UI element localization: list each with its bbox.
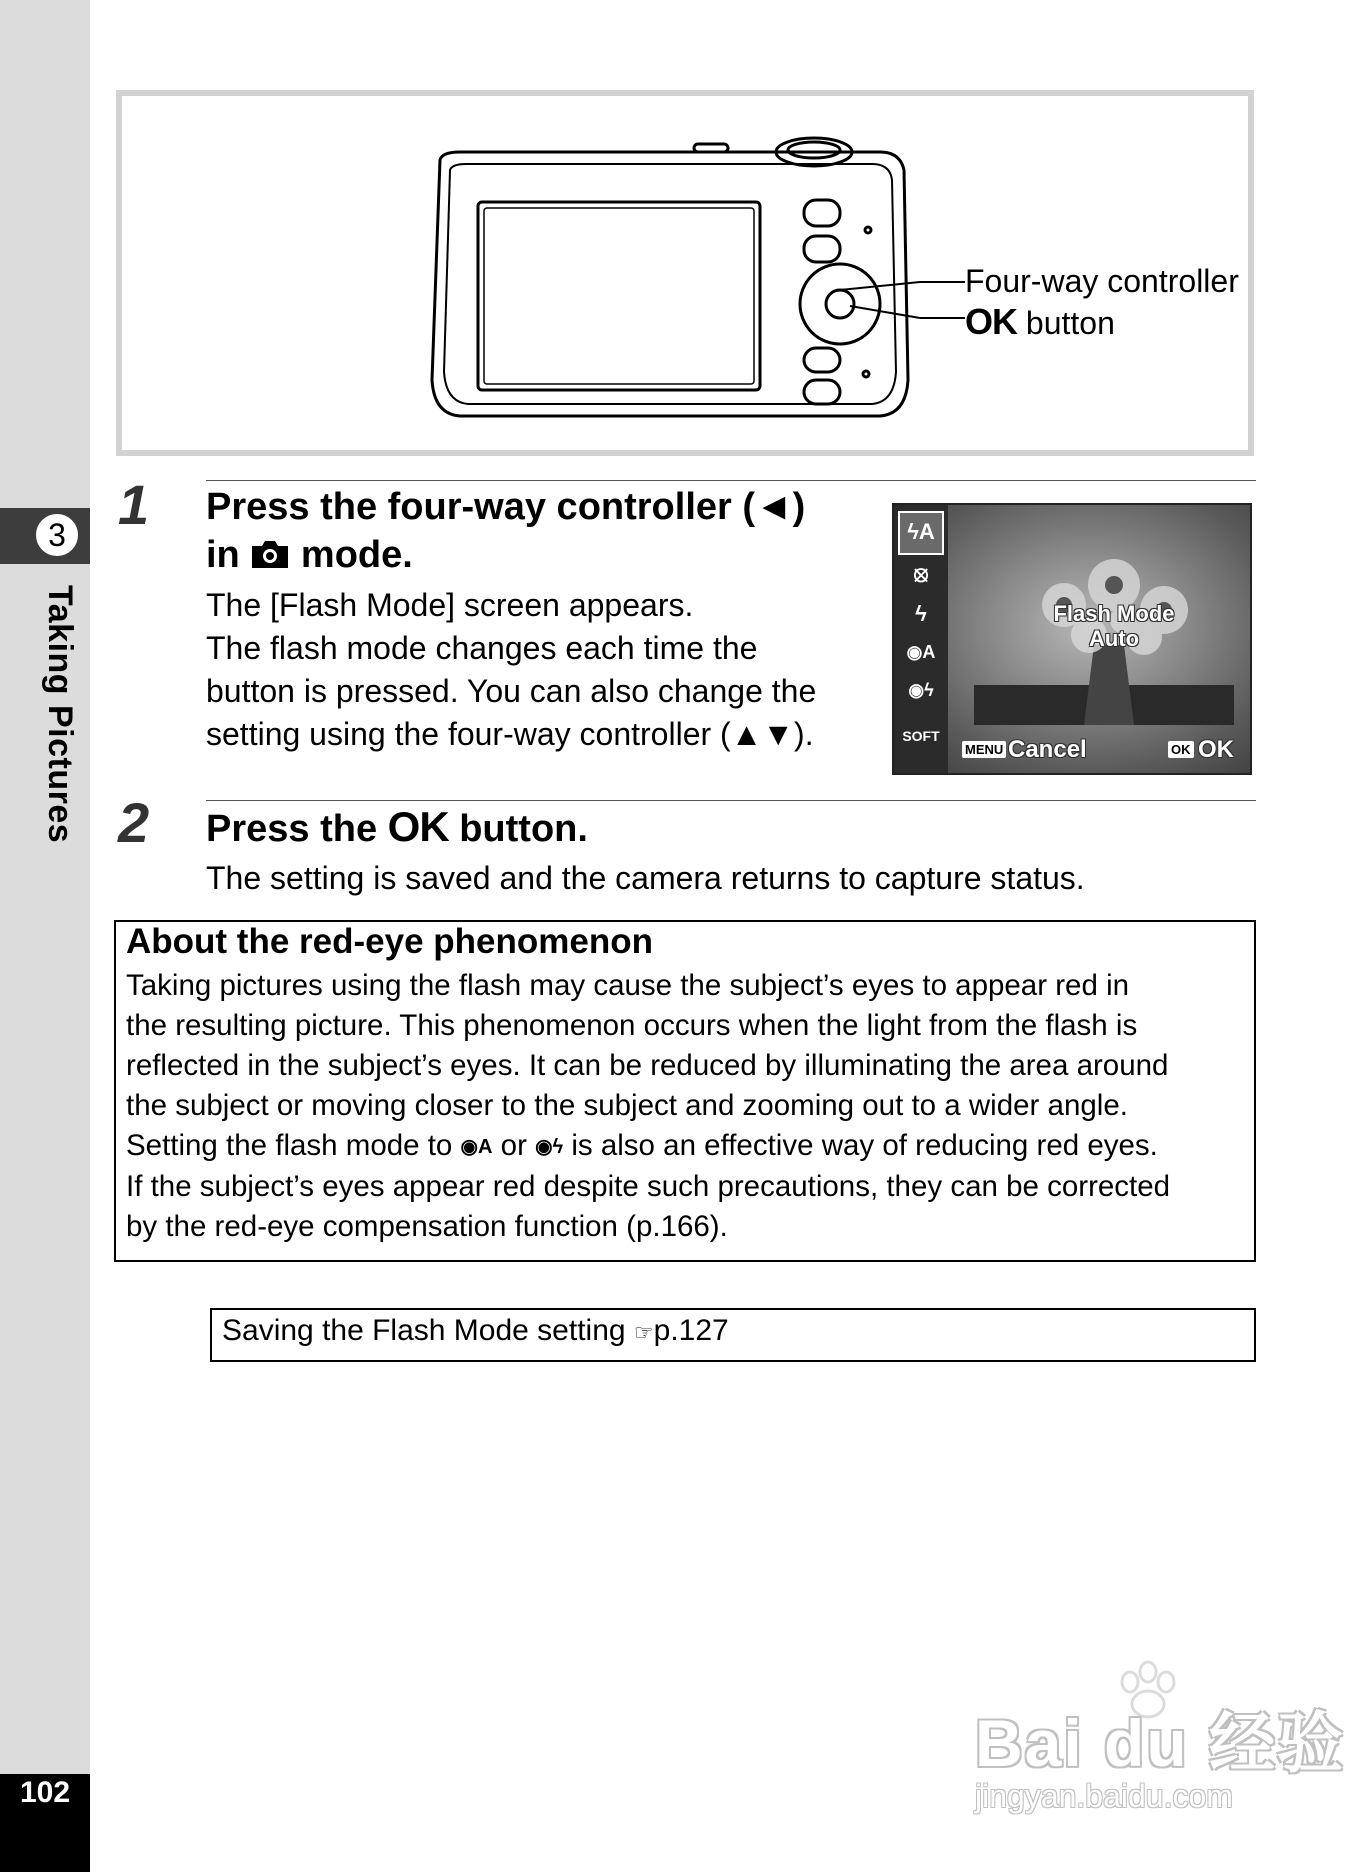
memo-title: About the red-eye phenomenon xyxy=(126,922,653,961)
memo-line: by the red-eye compensation function (p.166). xyxy=(126,1210,728,1243)
memo-line: Taking pictures using the flash may cause the subject’s eyes to appear red in xyxy=(126,969,1130,1002)
memo-body xyxy=(126,966,1170,1247)
step-1-body-line: The flash mode changes each time the xyxy=(206,630,758,666)
memo-line5-a: Setting the flash mode to xyxy=(126,1129,453,1162)
step-1-body-line: setting using the four-way controller (▲▼). xyxy=(206,716,814,752)
flash-auto-icon[interactable]: ϟA xyxy=(907,519,935,544)
red-eye-on-icon[interactable]: ◉ϟ xyxy=(908,680,934,700)
flash-icon-strip xyxy=(894,505,948,773)
page-number: 102 xyxy=(19,1776,71,1809)
reference-text[interactable] xyxy=(222,1314,729,1348)
cancel-label: Cancel xyxy=(1008,736,1087,763)
watermark-brand: Bai du 经验 xyxy=(975,1706,1346,1780)
ok-glyph: OK xyxy=(387,803,449,850)
chapter-sidebar xyxy=(0,0,90,1872)
step-1-title-suffix: mode. xyxy=(300,534,413,576)
memo-line5-c: is also an effective way of reducing red eyes. xyxy=(571,1129,1158,1162)
step-1-number: 1 xyxy=(118,473,150,536)
memo-line: the resulting picture. This phenomenon occurs when the light from the flash is xyxy=(126,1009,1138,1042)
camera-icon xyxy=(250,538,290,570)
step-2-rule xyxy=(206,800,1256,801)
step-2-body: The setting is saved and the camera returns to capture status. xyxy=(206,860,1085,896)
step-2-title-suffix: button. xyxy=(459,808,588,850)
memo-line: If the subject’s eyes appear red despite such precautions, they can be corrected xyxy=(126,1170,1171,1203)
ok-glyph: OK xyxy=(965,301,1017,342)
step-2-title-prefix: Press the xyxy=(206,808,378,850)
step-2-title xyxy=(206,802,588,854)
camera-back-illustration xyxy=(420,130,920,430)
reference-page-link[interactable]: p.127 xyxy=(653,1314,729,1347)
callout-leader-lines xyxy=(920,270,965,330)
step-1-title-prefix: in xyxy=(206,534,240,576)
flash-off-icon[interactable]: ⦻ xyxy=(913,561,929,586)
flash-on-icon[interactable]: ϟ xyxy=(915,601,927,626)
step-1-rule xyxy=(206,480,1256,481)
ok-label: OK xyxy=(1198,736,1234,763)
red-eye-auto-icon: ◉A xyxy=(460,1136,493,1158)
step-2-number: 2 xyxy=(118,791,150,854)
step-1-body-line: button is pressed. You can also change the xyxy=(206,673,817,709)
lcd-bottom-bar xyxy=(948,731,1250,773)
memo-line xyxy=(126,1126,1170,1167)
callout-ok-text: button xyxy=(1025,305,1115,341)
callout-ok-button xyxy=(965,301,1115,343)
ok-key[interactable]: OK xyxy=(1168,741,1194,758)
step-1-body xyxy=(206,584,816,756)
watermark-url: jingyan.baidu.com xyxy=(975,1778,1233,1814)
chapter-title: Taking Pictures xyxy=(41,585,79,844)
red-eye-on-icon: ◉ϟ xyxy=(535,1136,564,1158)
step-1-title-line1: Press the four-way controller (◄) xyxy=(206,486,806,528)
step-1-body-line: The [Flash Mode] screen appears. xyxy=(206,587,694,623)
red-eye-auto-icon[interactable]: ◉A xyxy=(906,642,936,662)
flash-mode-lcd-screen xyxy=(892,503,1252,775)
chapter-number: 3 xyxy=(34,512,80,558)
callout-four-way-controller: Four-way controller xyxy=(965,263,1239,299)
soft-flash-icon[interactable]: SOFT xyxy=(902,728,940,744)
pointing-hand-icon: ☞ xyxy=(633,1320,654,1345)
memo-line: reflected in the subject’s eyes. It can be reduced by illuminating the area around xyxy=(126,1049,1169,1082)
reference-label: Saving the Flash Mode setting xyxy=(222,1314,626,1347)
memo-line5-b: or xyxy=(500,1129,527,1162)
step-1-title-line2 xyxy=(206,530,413,580)
menu-key[interactable]: MENU xyxy=(962,741,1006,758)
memo-line: the subject or moving closer to the subject and zooming out to a wider angle. xyxy=(126,1089,1128,1122)
lcd-mode-label: Flash Mode xyxy=(1053,601,1175,626)
lcd-mode-value: Auto xyxy=(1088,626,1140,651)
